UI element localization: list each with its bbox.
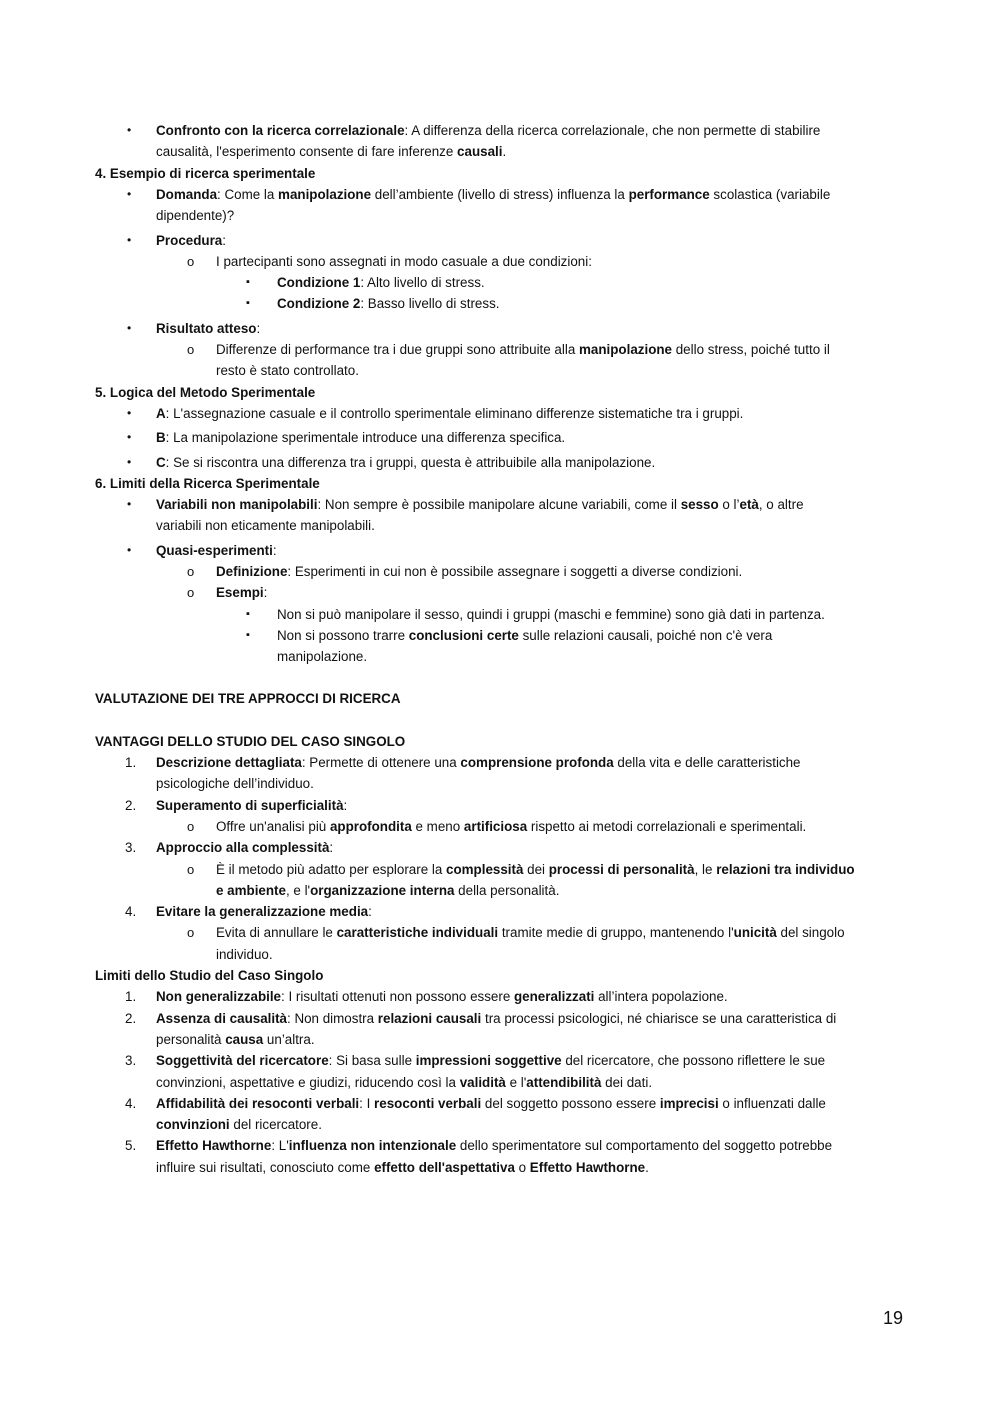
line-text [216, 339, 830, 360]
bold-term: relazioni causali [377, 1011, 482, 1026]
text-run: : L' [271, 1138, 289, 1153]
line-text [156, 120, 820, 141]
bold-term: Affidabilità dei resoconti verbali [156, 1096, 360, 1111]
text-run: dei dati. [601, 1075, 653, 1090]
circle-marker: o [187, 564, 195, 579]
text-run: o [514, 1160, 530, 1175]
bold-term: impressioni soggettive [415, 1053, 562, 1068]
line-text [156, 986, 728, 1007]
text-line [0, 561, 1000, 582]
text-run: : L'assegnazione casuale e il controllo sperimentale eliminano differenze sistematiche tra i gruppi. [165, 406, 744, 421]
text-run: È il metodo più adatto per esplorare la [216, 862, 447, 877]
page-number: 19 [883, 1308, 904, 1328]
line-text [156, 205, 234, 226]
text-run: . [502, 144, 507, 159]
bold-term: C [156, 455, 166, 470]
line-text [156, 403, 743, 424]
list-number: 2. [125, 1011, 137, 1026]
text-line [0, 795, 1000, 816]
bold-term: imprecisi [659, 1096, 719, 1111]
line-text [156, 837, 333, 858]
text-run: I partecipanti sono assegnati in modo casuale a due condizioni: [216, 254, 592, 269]
text-run: del singolo [776, 925, 845, 940]
text-run: : [329, 840, 334, 855]
list-number: 4. [125, 1096, 137, 1111]
circle-marker: o [187, 862, 195, 877]
text-run: : Come la [217, 187, 279, 202]
text-run: del soggetto possono essere [481, 1096, 660, 1111]
text-run: : [368, 904, 372, 919]
text-run: causalità, l'esperimento consente di fare inferenze [156, 144, 458, 159]
line-text [156, 141, 506, 162]
line-text [216, 582, 267, 603]
line-text [156, 230, 226, 251]
text-line [0, 1029, 1000, 1050]
list-number: 4. [125, 904, 137, 919]
text-line [0, 986, 1000, 1007]
text-run: variabili non eticamente manipolabili. [156, 518, 375, 533]
bold-term: Effetto Hawthorne [529, 1160, 646, 1175]
text-line [0, 1135, 1000, 1156]
bold-term: conclusioni certe [408, 628, 519, 643]
heading-text: VANTAGGI DELLO STUDIO DEL CASO SINGOLO [95, 734, 406, 749]
bold-term: Approccio alla complessità [156, 840, 330, 855]
bold-term: età [739, 497, 759, 512]
text-run: dell’ambiente (livello di stress) influenza la [371, 187, 629, 202]
text-run: un’altra. [263, 1032, 315, 1047]
text-line [0, 880, 1000, 901]
text-line [0, 625, 1000, 646]
heading-text: 6. Limiti della Ricerca Sperimentale [95, 476, 320, 491]
text-run: del ricercatore, che possono riflettere le sue [561, 1053, 826, 1068]
text-line [0, 230, 1000, 251]
text-run: dei [523, 862, 549, 877]
list-number: 5. [125, 1138, 137, 1153]
bold-term: influenza non intenzionale [288, 1138, 457, 1153]
line-text [156, 1072, 652, 1093]
line-text [156, 1008, 836, 1029]
bold-term: convinzioni [156, 1117, 230, 1132]
bold-term: effetto dell'aspettativa [374, 1160, 515, 1175]
section-heading [0, 731, 1000, 752]
text-run: o influenzati dalle [718, 1096, 826, 1111]
line-text [156, 901, 372, 922]
text-line [0, 1114, 1000, 1135]
text-run: del ricercatore. [229, 1117, 322, 1132]
bold-term: unicità [733, 925, 777, 940]
square-marker: ▪ [246, 297, 250, 309]
line-text [156, 752, 801, 773]
text-line [0, 184, 1000, 205]
bold-term: artificiosa [463, 819, 528, 834]
text-run: dipendente)? [156, 208, 235, 223]
text-line [0, 816, 1000, 837]
text-run: , e l' [285, 883, 311, 898]
text-run: e meno [411, 819, 464, 834]
heading-text: 4. Esempio di ricerca sperimentale [95, 166, 316, 181]
bold-term: Risultato atteso [156, 321, 257, 336]
text-line [0, 205, 1000, 226]
square-marker: ▪ [246, 629, 250, 641]
bold-term: validità [459, 1075, 506, 1090]
text-line [0, 120, 1000, 141]
text-line [0, 1157, 1000, 1178]
text-line [0, 582, 1000, 603]
line-text [277, 604, 825, 625]
line-text [156, 540, 277, 561]
text-line [0, 922, 1000, 943]
text-run: all’intera popolazione. [594, 989, 728, 1004]
bold-term: causa [225, 1032, 264, 1047]
text-run: : I [359, 1096, 375, 1111]
bold-term: generalizzati [514, 989, 595, 1004]
line-text [216, 251, 592, 272]
line-text [156, 494, 804, 515]
text-run: : Se si riscontra una differenza tra i gruppi, questa è attribuibile alla manipolazione. [165, 455, 656, 470]
text-run: : Permette di ottenere una [301, 755, 461, 770]
bold-term: causali [457, 144, 503, 159]
bold-term: manipolazione [278, 187, 372, 202]
text-run: della vita e delle caratteristiche [613, 755, 801, 770]
line-text [156, 1093, 826, 1114]
bold-term: relazioni tra individuo [716, 862, 855, 877]
bold-term: approfondita [329, 819, 412, 834]
text-line [0, 452, 1000, 473]
bold-term: Definizione [216, 564, 288, 579]
line-text [277, 293, 500, 314]
text-line [0, 1072, 1000, 1093]
bold-term: performance [628, 187, 710, 202]
text-line [0, 251, 1000, 272]
text-run: tramite medie di gruppo, mantenendo l' [498, 925, 734, 940]
text-run: rispetto ai metodi correlazionali e sperimentali. [527, 819, 807, 834]
bold-term: Domanda [156, 187, 218, 202]
bullet-marker: • [127, 187, 132, 201]
text-run: e l' [505, 1075, 527, 1090]
text-line [0, 1050, 1000, 1071]
bold-term: B [156, 430, 166, 445]
text-line [0, 515, 1000, 536]
bold-term: Variabili non manipolabili [156, 497, 318, 512]
bold-term: manipolazione [579, 342, 673, 357]
bold-term: Evitare la generalizzazione media [156, 904, 369, 919]
text-run: scolastica (variabile [709, 187, 831, 202]
line-text [216, 561, 742, 582]
text-run: : Si basa sulle [328, 1053, 416, 1068]
text-line [0, 360, 1000, 381]
heading-text: VALUTAZIONE DEI TRE APPROCCI DI RICERCA [95, 691, 401, 706]
bullet-marker: • [127, 406, 132, 420]
text-run: dello sperimentatore sul comportamento del soggetto potrebbe [456, 1138, 833, 1153]
text-line [0, 494, 1000, 515]
text-run: Non si può manipolare il sesso, quindi i gruppi (maschi e femmine) sono già dati in partenza. [277, 607, 825, 622]
text-run: o l’ [718, 497, 740, 512]
bold-term: Condizione 1 [277, 275, 361, 290]
bold-term: A [156, 406, 166, 421]
text-line [0, 1093, 1000, 1114]
text-line [0, 837, 1000, 858]
text-run: resto è stato controllato. [216, 363, 359, 378]
text-run: dello stress, poiché tutto il [672, 342, 830, 357]
line-text [216, 859, 855, 880]
text-line [0, 773, 1000, 794]
text-run: psicologiche dell’individuo. [156, 776, 314, 791]
text-run: Differenze di performance tra i due gruppi sono attribuite alla [216, 342, 579, 357]
text-run: convinzioni, aspettative e giudizi, riducendo così la [156, 1075, 460, 1090]
text-run: tra processi psicologici, né chiarisce se una caratteristica di [481, 1011, 837, 1026]
line-text [156, 1050, 825, 1071]
text-run: Offre un'analisi più [216, 819, 330, 834]
line-text [156, 427, 565, 448]
line-text [156, 318, 260, 339]
line-text [156, 184, 830, 205]
bold-term: Assenza di causalità [156, 1011, 287, 1026]
bold-term: Quasi-esperimenti [156, 543, 273, 558]
heading-text: 5. Logica del Metodo Sperimentale [95, 385, 316, 400]
list-number: 3. [125, 1053, 137, 1068]
text-run: Non si possono trarre [277, 628, 409, 643]
text-line [0, 318, 1000, 339]
bullet-marker: • [127, 430, 132, 444]
bullet-marker: • [127, 321, 132, 335]
text-line [0, 403, 1000, 424]
line-text [156, 773, 314, 794]
line-text [277, 272, 485, 293]
text-line [0, 859, 1000, 880]
text-run: personalità [156, 1032, 226, 1047]
text-run: : [222, 233, 226, 248]
text-line [0, 901, 1000, 922]
line-text [216, 944, 273, 965]
line-text [216, 880, 559, 901]
text-run: influire sui risultati, conosciuto come [156, 1160, 375, 1175]
line-text [156, 1029, 315, 1050]
text-line [0, 646, 1000, 667]
text-run: , o altre [758, 497, 804, 512]
heading-text: Limiti dello Studio del Caso Singolo [95, 968, 324, 983]
text-run: : [343, 798, 348, 813]
bold-term: Non generalizzabile [156, 989, 282, 1004]
line-text [156, 1114, 322, 1135]
line-text [156, 1135, 832, 1156]
section-heading [0, 473, 1000, 494]
circle-marker: o [187, 819, 195, 834]
text-line [0, 141, 1000, 162]
text-line [0, 604, 1000, 625]
bold-term: Effetto Hawthorne [156, 1138, 272, 1153]
line-text [156, 1157, 649, 1178]
bold-term: caratteristiche individuali [336, 925, 499, 940]
list-number: 3. [125, 840, 137, 855]
bold-term: comprensione profonda [460, 755, 614, 770]
text-line [0, 427, 1000, 448]
bold-term: Procedura [156, 233, 223, 248]
bullet-marker: • [127, 543, 132, 557]
bold-term: Esempi [216, 585, 264, 600]
text-run: . [645, 1160, 649, 1175]
section-heading [0, 382, 1000, 403]
section-heading [0, 965, 1000, 986]
bullet-marker: • [127, 123, 132, 137]
bold-term: complessità [446, 862, 524, 877]
text-line [0, 752, 1000, 773]
line-text [156, 795, 347, 816]
bold-term: resoconti verbali [374, 1096, 482, 1111]
text-run: della personalità. [454, 883, 560, 898]
line-text [156, 452, 655, 473]
circle-marker: o [187, 925, 195, 940]
text-line [0, 272, 1000, 293]
line-text [156, 515, 375, 536]
bullet-marker: • [127, 455, 132, 469]
text-run: : Basso livello di stress. [360, 296, 500, 311]
text-run: : Non dimostra [287, 1011, 378, 1026]
text-run: Evita di annullare le [216, 925, 337, 940]
line-text [277, 625, 772, 646]
circle-marker: o [187, 254, 195, 269]
bold-term: attendibilità [526, 1075, 602, 1090]
bold-term: Soggettività del ricercatore [156, 1053, 329, 1068]
text-run: : Esperimenti in cui non è possibile assegnare i soggetti a diverse condizioni. [287, 564, 743, 579]
text-run: : A differenza della ricerca correlazionale, che non permette di stabilire [404, 123, 821, 138]
line-text [216, 360, 359, 381]
bold-term: processi di personalità [548, 862, 695, 877]
text-run: : [256, 321, 261, 336]
text-run: : I risultati ottenuti non possono essere [281, 989, 514, 1004]
bold-term: Condizione 2 [277, 296, 361, 311]
text-run: : Alto livello di stress. [360, 275, 485, 290]
text-line [0, 944, 1000, 965]
text-run: manipolazione. [277, 649, 368, 664]
text-run: sulle relazioni causali, poiché non c'è vera [518, 628, 773, 643]
bold-term: Descrizione dettagliata [156, 755, 302, 770]
line-text [216, 816, 806, 837]
circle-marker: o [187, 342, 195, 357]
bold-term: e ambiente [216, 883, 286, 898]
line-text [216, 922, 845, 943]
line-text [277, 646, 367, 667]
text-run: , le [694, 862, 717, 877]
text-line [0, 1008, 1000, 1029]
text-line [0, 339, 1000, 360]
text-run: individuo. [216, 947, 273, 962]
list-number: 1. [125, 989, 137, 1004]
square-marker: ▪ [246, 276, 250, 288]
list-number: 2. [125, 798, 137, 813]
square-marker: ▪ [246, 608, 250, 620]
text-run: : [263, 585, 268, 600]
section-heading [0, 688, 1000, 709]
text-run: : La manipolazione sperimentale introduce una differenza specifica. [165, 430, 566, 445]
text-run: : [272, 543, 277, 558]
bold-term: sesso [680, 497, 719, 512]
section-heading [0, 163, 1000, 184]
bullet-marker: • [127, 233, 132, 247]
circle-marker: o [187, 585, 195, 600]
bold-term: Confronto con la ricerca correlazionale [156, 123, 405, 138]
bullet-marker: • [127, 497, 132, 511]
text-run: : Non sempre è possibile manipolare alcune variabili, come il [317, 497, 681, 512]
text-line [0, 540, 1000, 561]
bold-term: Superamento di superficialità [156, 798, 344, 813]
list-number: 1. [125, 755, 137, 770]
text-line [0, 293, 1000, 314]
bold-term: organizzazione interna [310, 883, 455, 898]
